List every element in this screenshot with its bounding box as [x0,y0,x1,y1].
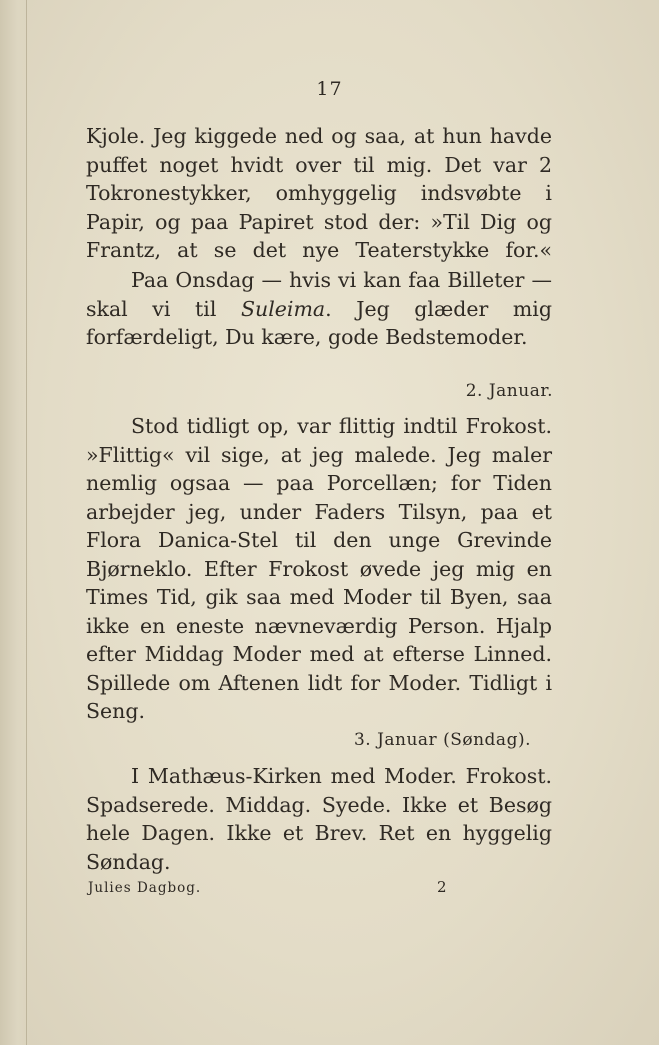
paragraph-2-text-b: . Jeg glæder mig forfærdeligt, Du kære, gode Bedstemoder. [86,296,552,349]
paragraph-1-text: Kjole. Jeg kiggede ned og saa, at hun havde puffet noget hvidt over til mig. Det var 2 Tokronestykker, omhyggelig indsvøbte i Papir, og paa Papiret stod der: »Til Dig og Frantz, at se det nye Teaterstykke for.« [86,124,552,262]
paragraph-1 [86,122,552,265]
signature-mark: Julies Dagbog. [88,880,202,896]
diary-date-2: 3. Januar (Søndag). [353,730,531,750]
paragraph-4-text: I Mathæus-Kirken med Moder. Frokost. Spadserede. Middag. Syede. Ikke et Besøg hele Dagen. Ikke et Brev. Ret en hyggelig Søndag. [86,764,552,874]
paragraph-3 [86,412,552,726]
page-number: 17 [316,78,343,100]
diary-date-1: 2. Januar. [465,381,553,401]
paragraph-3-text: Stod tidligt op, var flittig indtil Frokost. »Flittig« vil sige, at jeg malede. Jeg maler nemlig ogsaa — paa Porcellæn; for Tiden arbejder jeg, under Faders Tilsyn, paa et Flora Danica-Stel til den unge Grevinde Bjørneklo. Efter Frokost øvede jeg mig en Times Tid, gik saa med Moder til Byen, saa ikke en eneste nævneværdig Person. Hjalp efter Middag Moder med at efterse Linned. Spillede om Aftenen lidt for Moder. Tidligt i Seng. [86,414,552,723]
paragraph-2-text-a: Paa Onsdag — hvis vi kan faa Billeter — skal vi til [86,268,552,321]
signature-number: 2 [437,878,447,896]
paragraph-4 [86,762,552,876]
paragraph-2-title-italic: Suleima [240,296,326,321]
page-binding-line [26,0,27,1045]
paragraph-2 [86,266,552,352]
